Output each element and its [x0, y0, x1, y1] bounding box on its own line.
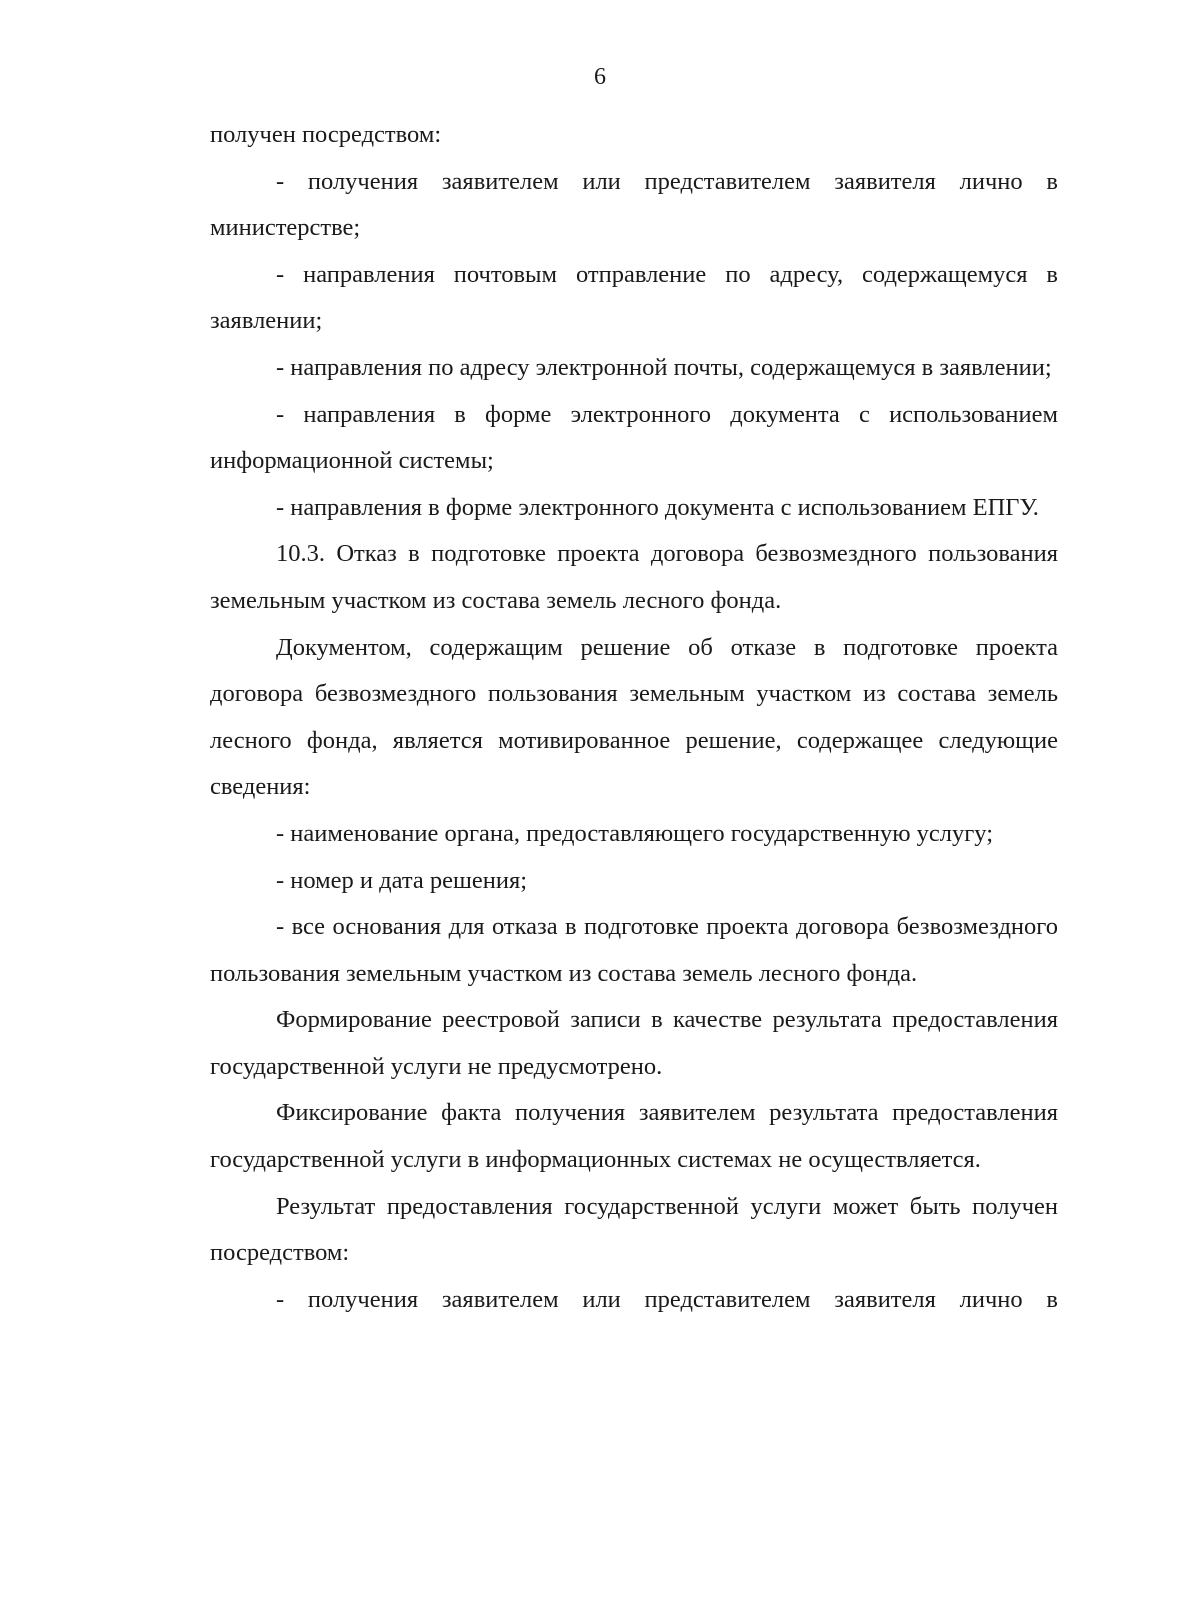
paragraph: - номер и дата решения; [276, 866, 528, 894]
paragraph: - направления в форме электронного документа с использованием ЕПГУ. [276, 493, 1039, 521]
paragraph: Результат предоставления государственной услуги может быть получен посредством: [210, 1192, 1058, 1267]
paragraph: Формирование реестровой записи в качестве результата предоставления государственной услуги не предусмотрено. [210, 1006, 1058, 1080]
paragraph: Документом, содержащим решение об отказе в подготовке проекта договора безвозмездного пользования земельным участком из состава земель лесного фонда, является мотивированное решение, содержащее следующие сведения: [210, 633, 1058, 801]
paragraph: - направления по адресу электронной почты, содержащемуся в заявлении; [276, 353, 1052, 381]
paragraph: Фиксирование факта получения заявителем результата предоставления государственной услуги в информационных системах не осуществляется. [210, 1099, 1058, 1174]
section-heading: 10.3. Отказ в подготовке проекта договора безвозмездного пользования земельным участком из состава земель лесного фонда. [210, 540, 1058, 614]
paragraph: - все основания для отказа в подготовке проекта договора безвозмездного пользования земельным участком из состава земель лесного фонда. [210, 913, 1058, 987]
paragraph: - направления почтовым отправление по адресу, содержащемуся в заявлении; [210, 260, 1058, 335]
paragraph: - наименование органа, предоставляющего государственную услугу; [276, 819, 994, 847]
paragraph: - направления в форме электронного документа с использованием информационной системы; [210, 400, 1058, 475]
page-number: 6 [594, 64, 606, 90]
paragraph: - получения заявителем или представителем заявителя лично в министерстве; [210, 167, 1058, 242]
paragraph: получен посредством: [210, 121, 442, 148]
document-body [210, 112, 1058, 1323]
paragraph: - получения заявителем или представителем заявителя лично в [276, 1285, 1058, 1313]
